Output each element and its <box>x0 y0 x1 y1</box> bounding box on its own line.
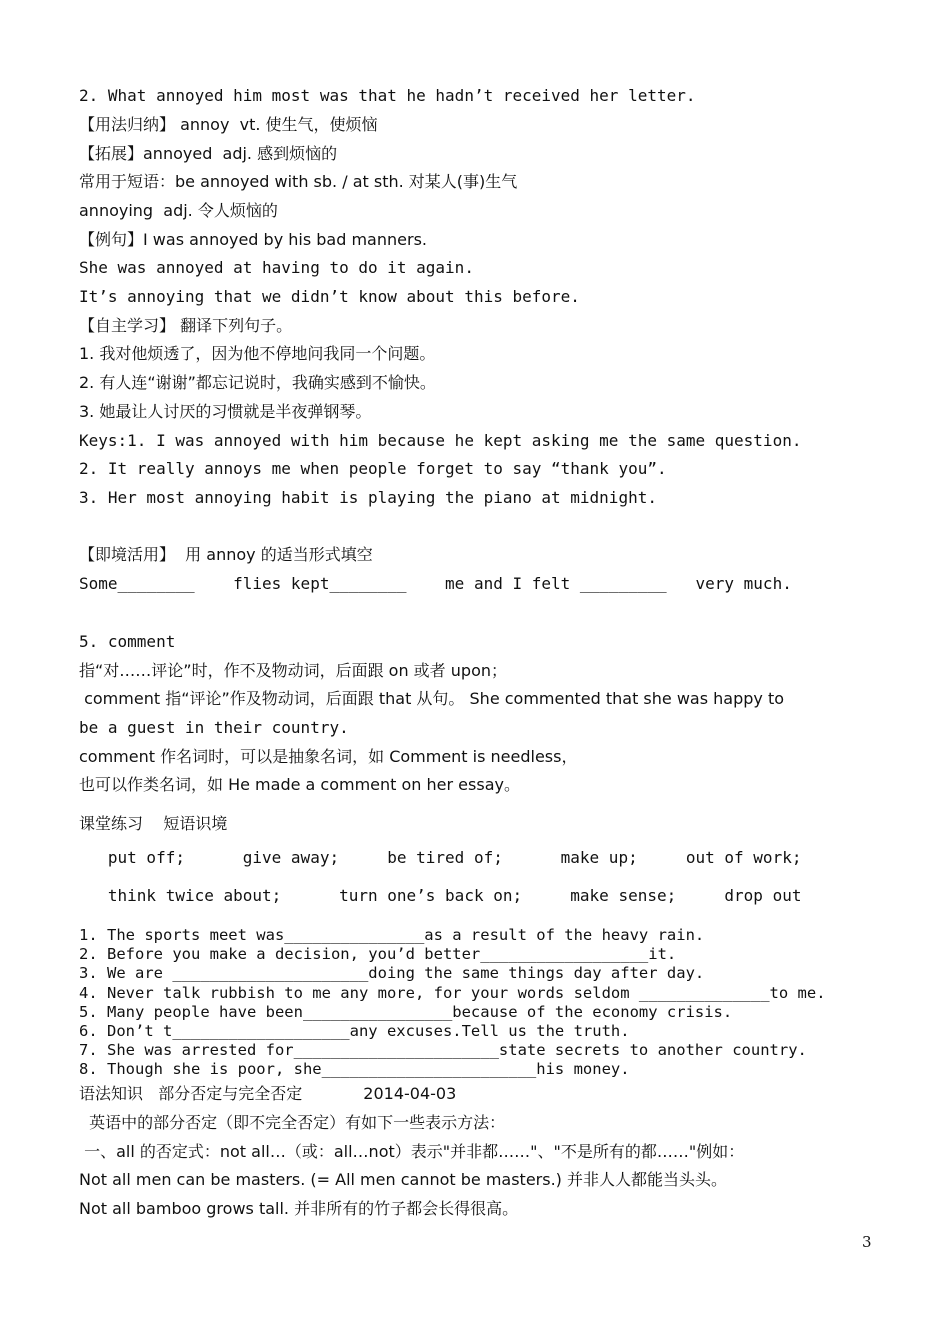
annoy-usage: 【用法归纳】 annoy vt. 使生气，使烦恼 <box>79 115 378 134</box>
apply-title: 【即境活用】 用 annoy 的适当形式填空 <box>79 545 373 564</box>
grammar-title: 语法知识 部分否定与完全否定 2014-04-03 <box>79 1084 457 1103</box>
apply-fill-line: Some________ flies kept________ me and I felt _________ very much. <box>79 574 792 593</box>
key-2: 2. It really annoys me when people forget to say “thank you”. <box>79 459 667 478</box>
annoying-definition: annoying adj. 令人烦恼的 <box>79 201 278 220</box>
annoy-extension: 【拓展】annoyed adj. 感到烦恼的 <box>79 144 338 163</box>
comment-p2b: be a guest in their country. <box>79 718 349 737</box>
practice-item: 5. Many people have been________________because of the economy crisis. <box>79 1003 733 1021</box>
annoy-example-a: 【例句】I was annoyed by his bad manners. <box>79 230 427 249</box>
grammar-rule-1: 一、all 的否定式：not all…（或：all…not）表示"并非都……"、"不是所有的都……"例如： <box>79 1142 745 1161</box>
practice-item: 6. Don’t t___________________any excuses.Tell us the truth. <box>79 1022 630 1040</box>
page-number: 3 <box>862 1233 872 1251</box>
phrase-list-row-1: put off; give away; be tired of; make up; out of work; <box>79 848 802 867</box>
annoy-example-c: It’s annoying that we didn’t know about this before. <box>79 287 580 306</box>
comment-p3: comment 作名词时，可以是抽象名词，如 Comment is needless， <box>79 747 578 766</box>
self-study-title: 【自主学习】 翻译下列句子。 <box>79 316 293 335</box>
key-3: 3. Her most annoying habit is playing the piano at midnight. <box>79 488 657 507</box>
grammar-intro: 英语中的部分否定（即不完全否定）有如下一些表示方法： <box>79 1113 506 1132</box>
comment-p4: 也可以作类名词，如 He made a comment on her essay。 <box>79 775 520 794</box>
key-1: Keys:1. I was annoyed with him because he kept asking me the same question. <box>79 431 802 450</box>
practice-item: 7. She was arrested for______________________state secrets to another country. <box>79 1041 807 1059</box>
practice-item: 1. The sports meet was_______________as a result of the heavy rain. <box>79 926 705 944</box>
comment-heading: 5. comment <box>79 632 176 651</box>
annoy-phrase: 常用于短语：be annoyed with sb. / at sth. 对某人(事)生气 <box>79 172 518 191</box>
grammar-example-2: Not all bamboo grows tall. 并非所有的竹子都会长得很高。 <box>79 1199 519 1218</box>
comment-p1: 指“对……评论”时，作不及物动词，后面跟 on 或者 upon； <box>79 661 507 680</box>
practice-title: 课堂练习 短语识境 <box>79 814 228 833</box>
comment-p2a: comment 指“评论”作及物动词，后面跟 that 从句。 She commented that she was happy to <box>79 689 785 708</box>
annoy-example-2: 2. What annoyed him most was that he hadn’t received her letter. <box>79 86 696 105</box>
practice-item: 4. Never talk rubbish to me any more, for your words seldom ______________to me. <box>79 984 826 1002</box>
grammar-example-1: Not all men can be masters. (= All men cannot be masters.) 并非人人都能当头头。 <box>79 1170 728 1189</box>
practice-item: 2. Before you make a decision, you’d better__________________it. <box>79 945 677 963</box>
practice-item: 8. Though she is poor, she_______________________his money. <box>79 1060 630 1078</box>
practice-item: 3. We are _____________________doing the same things day after day. <box>79 964 705 982</box>
phrase-list-row-2: think twice about; turn one’s back on; make sense; drop out <box>79 886 802 905</box>
self-study-3: 3. 她最让人讨厌的习惯就是半夜弹钢琴。 <box>79 402 372 421</box>
self-study-1: 1. 我对他烦透了，因为他不停地问我同一个问题。 <box>79 344 436 363</box>
self-study-2: 2. 有人连“谢谢”都忘记说时，我确实感到不愉快。 <box>79 373 436 392</box>
annoy-example-b: She was annoyed at having to do it again. <box>79 258 474 277</box>
